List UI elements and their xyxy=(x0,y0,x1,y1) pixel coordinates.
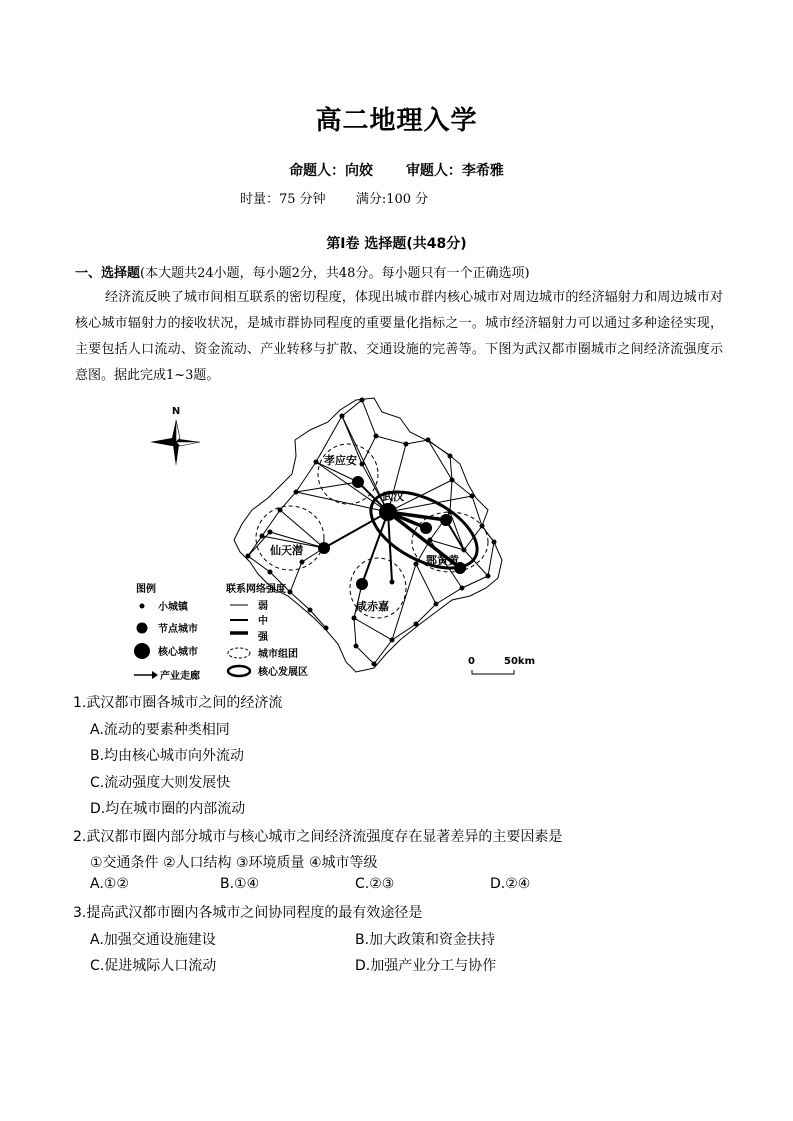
q2-option-c: C.②③ xyxy=(355,876,395,892)
q2-option-b: B.①④ xyxy=(220,876,260,892)
page-title: 高二地理入学 xyxy=(315,106,478,136)
legend-corridor: 产业走廊 xyxy=(160,671,200,682)
q2-option-a: A.①② xyxy=(90,876,129,892)
section-heading: 第Ⅰ卷 选择题(共48分) xyxy=(326,236,467,252)
label-ehuanghuang: 鄂黄黄 xyxy=(426,554,459,567)
q2-option-d: D.②④ xyxy=(490,876,531,892)
label-xiantianqian: 仙天潜 xyxy=(270,544,303,557)
legend-node-city: 节点城市 xyxy=(158,624,198,635)
map-legend xyxy=(134,582,308,682)
reviewer: 审题人：李希雅 xyxy=(405,163,504,179)
q2-factors: ①交通条件 ②人口结构 ③环境质量 ④城市等级 xyxy=(90,855,378,871)
full-score: 满分:100 分 xyxy=(355,192,429,207)
authors-line xyxy=(0,160,793,180)
time-limit: 时量：75 分钟 xyxy=(240,192,326,207)
q1-option-c: C.流动强度大则发展快 xyxy=(90,775,231,791)
label-wuhan: 武汉 xyxy=(382,490,404,503)
setter: 命题人：向姣 xyxy=(289,163,374,179)
legend-strong: 强 xyxy=(258,632,268,643)
small-town-icon xyxy=(140,604,145,609)
part-title: 一、选择题 xyxy=(75,266,141,281)
label-xiaoyingan: 孝应安 xyxy=(324,454,357,467)
node-city-icon xyxy=(137,623,148,634)
passage: 经济流反映了城市间相互联系的密切程度，体现出城市群内核心城市对周边城市的经济辐射力和周边城市对核心城市辐射力的接收状况，是城市群协同程度的重要量化指标之一。城市经济辐射力可以通过多种途径实现，主要包括人口流动、资金流动、产业转移与扩散、交通设施的完善等。下图为武汉都市圈城市之间经济流强度示意图。据此完成1~3题。 xyxy=(75,290,723,383)
scale-label: 50km xyxy=(504,656,535,667)
part-note: (本大题共24小题，每小题2分，共48分。每小题只有一个正确选项) xyxy=(140,266,530,281)
small-towns xyxy=(246,398,497,667)
legend-core-city: 核心城市 xyxy=(158,647,198,658)
legend-core-zone: 核心发展区 xyxy=(258,667,308,678)
scale-zero: 0 xyxy=(468,656,475,667)
question-3-stem: 3.提高武汉都市圈内各城市之间协同程度的最有效途径是 xyxy=(73,905,423,921)
legend-weak: 弱 xyxy=(258,601,268,612)
question-1-stem: 1.武汉都市圈各城市之间的经济流 xyxy=(73,695,283,711)
weak-links xyxy=(248,400,494,664)
core-city-wuhan xyxy=(379,503,397,521)
legend-title: 图例 xyxy=(136,584,156,595)
q3-option-b: B.加大政策和资金扶持 xyxy=(355,932,496,948)
core-city-icon xyxy=(134,643,150,659)
north-label: N xyxy=(171,406,181,417)
q3-option-c: C.促进城际人口流动 xyxy=(90,958,217,974)
scale-bar xyxy=(468,656,535,674)
label-xianchiyu: 咸赤嘉 xyxy=(356,600,389,613)
legend-group: 城市组团 xyxy=(258,649,298,660)
q1-option-a: A.流动的要素种类相同 xyxy=(90,722,230,738)
q3-option-d: D.加强产业分工与协作 xyxy=(355,958,497,974)
q1-option-b: B.均由核心城市向外流动 xyxy=(90,748,245,764)
compass-icon xyxy=(150,406,200,466)
q1-option-d: D.均在城市圈的内部流动 xyxy=(90,801,246,817)
legend-strength-title: 联系网络强度 xyxy=(226,584,286,595)
q3-option-a: A.加强交通设施建设 xyxy=(90,932,216,948)
exam-info xyxy=(240,188,454,207)
wuhan-metro-map xyxy=(130,392,560,684)
legend-small-town: 小城镇 xyxy=(158,602,188,613)
part-title-line xyxy=(75,262,530,281)
region-outline xyxy=(234,398,502,672)
question-2-stem: 2.武汉都市圈内部分城市与核心城市之间经济流强度存在显著差异的主要因素是 xyxy=(73,829,563,845)
legend-medium: 中 xyxy=(258,616,268,627)
